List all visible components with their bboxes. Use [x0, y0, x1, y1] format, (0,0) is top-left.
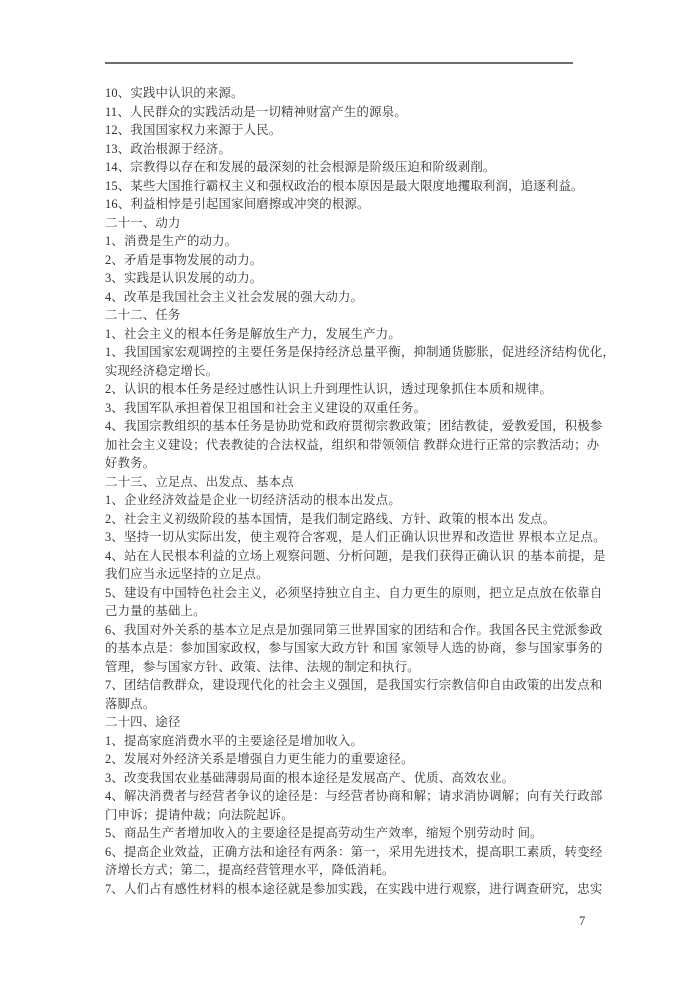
section-heading: 二十三、立足点、出发点、基本点 [105, 474, 294, 489]
text-line: 6、我国对外关系的基本立足点是加强同第三世界国家的团结和合作。我国各民主党派参政 [105, 622, 603, 637]
text-line: 4、改革是我国社会主义社会发展的强大动力。 [105, 289, 364, 304]
text-line: 加社会主义建设；代表教徒的合法权益，组织和带领领信 教群众进行正常的宗教活动；办 [105, 437, 600, 452]
text-line: 12、我国国家权力来源于人民。 [105, 123, 282, 137]
text-line: 3、我国军队承担着保卫祖国和社会主义建设的双重任务。 [105, 400, 427, 415]
text-line: 16、利益相悖是引起国家间磨擦或冲突的根源。 [105, 197, 370, 211]
text-line: 4、解决消费者与经营者争议的途径是：与经营者协商和解；请求消协调解；向有关行政部 [105, 789, 603, 803]
text-line: 6、提高企业效益，正确方法和途径有两条：第一，采用先进技术，提高职工素质，转变经 [105, 844, 603, 859]
text-line: 10、实践中认识的来源。 [105, 86, 244, 100]
text-line: 门申诉；提请仲裁；向法院起诉。 [105, 807, 294, 822]
section-heading: 二十二、任务 [105, 308, 181, 322]
text-line: 实现经济稳定增长。 [105, 363, 219, 378]
text-line: 2、社会主义初级阶段的基本国情，是我们制定路线、方针、政策的根本出 发点。 [105, 511, 556, 526]
text-line: 我们应当永远坚持的立足点。 [105, 567, 269, 581]
text-line: 4、站在人民根本利益的立场上观察问题、分析问题，是我们获得正确认识 的基本前提，是 [105, 548, 606, 563]
header-rule [105, 62, 573, 64]
text-line: 7、团结信教群众，建设现代化的社会主义强国，是我国实行宗教信仰自由政策的出发点和 [105, 678, 603, 692]
text-line: 落脚点。 [105, 696, 156, 711]
text-line: 2、矛盾是事物发展的动力。 [105, 252, 263, 267]
text-line: 好教务。 [105, 456, 156, 470]
text-line: 管理，参与国家方针、政策、法律、法规的制定和执行。 [105, 659, 420, 674]
text-line: 2、发展对外经济关系是增强自力更生能力的重要途径。 [105, 752, 414, 766]
section-heading: 二十四、途径 [105, 715, 181, 729]
text-line: 1、社会主义的根本任务是解放生产力，发展生产力。 [105, 326, 401, 341]
text-line: 3、实践是认识发展的动力。 [105, 271, 263, 285]
text-line: 15、某些大国推行霸权主义和强权政治的根本原因是最大限度地攫取利润，追逐利益。 [105, 178, 584, 193]
text-line: 1、消费是生产的动力。 [105, 234, 238, 248]
document-body [105, 84, 616, 898]
text-line: 1、我国国家宏观调控的主要任务是保持经济总量平衡，抑制通货膨胀，促进经济结构优化， [105, 345, 616, 359]
text-line: 3、坚持一切从实际出发，使主观符合客观，是人们正确认识世界和改造世 界根本立足点。 [105, 530, 606, 544]
text-line: 4、我国宗教组织的基本任务是协助党和政府贯彻宗教政策；团结教徒，爱教爱国，积极参 [105, 419, 603, 433]
text-line: 的基本点是：参加国家政权，参与国家大政方针 和国 家领导人选的协商，参与国家事务的 [105, 641, 603, 655]
section-heading: 二十一、动力 [105, 215, 181, 230]
text-line: 13、政治根源于经济。 [105, 141, 232, 156]
text-line: 5、建设有中国特色社会主义，必须坚持独立自主、自力更生的原则，把立足点放在依靠自 [105, 585, 603, 600]
page-number: 7 [579, 914, 586, 928]
text-line: 7、人们占有感性材料的根本途径就是参加实践，在实践中进行观察，进行调查研究，忠实 [105, 881, 603, 896]
text-line: 己力量的基础上。 [105, 604, 206, 618]
text-line: 5、商品生产者增加收入的主要途径是提高劳动生产效率，缩短个别劳动时 间。 [105, 826, 543, 840]
text-line: 11、人民群众的实践活动是一切精神财富产生的源泉。 [105, 104, 407, 119]
text-line: 3、改变我国农业基础薄弱局面的根本途径是发展高产、优质、高效农业。 [105, 770, 515, 785]
text-line: 1、提高家庭消费水平的主要途径是增加收入。 [105, 733, 364, 748]
text-line: 1、企业经济效益是企业一切经济活动的根本出发点。 [105, 493, 401, 507]
text-line: 2、认识的根本任务是经过感性认识上升到理性认识，透过现象抓住本质和规律。 [105, 382, 553, 396]
text-line: 济增长方式；第二，提高经营管理水平，降低消耗。 [105, 863, 395, 877]
text-line: 14、宗教得以存在和发展的最深刻的社会根源是阶级压迫和阶级剥削。 [105, 160, 496, 174]
